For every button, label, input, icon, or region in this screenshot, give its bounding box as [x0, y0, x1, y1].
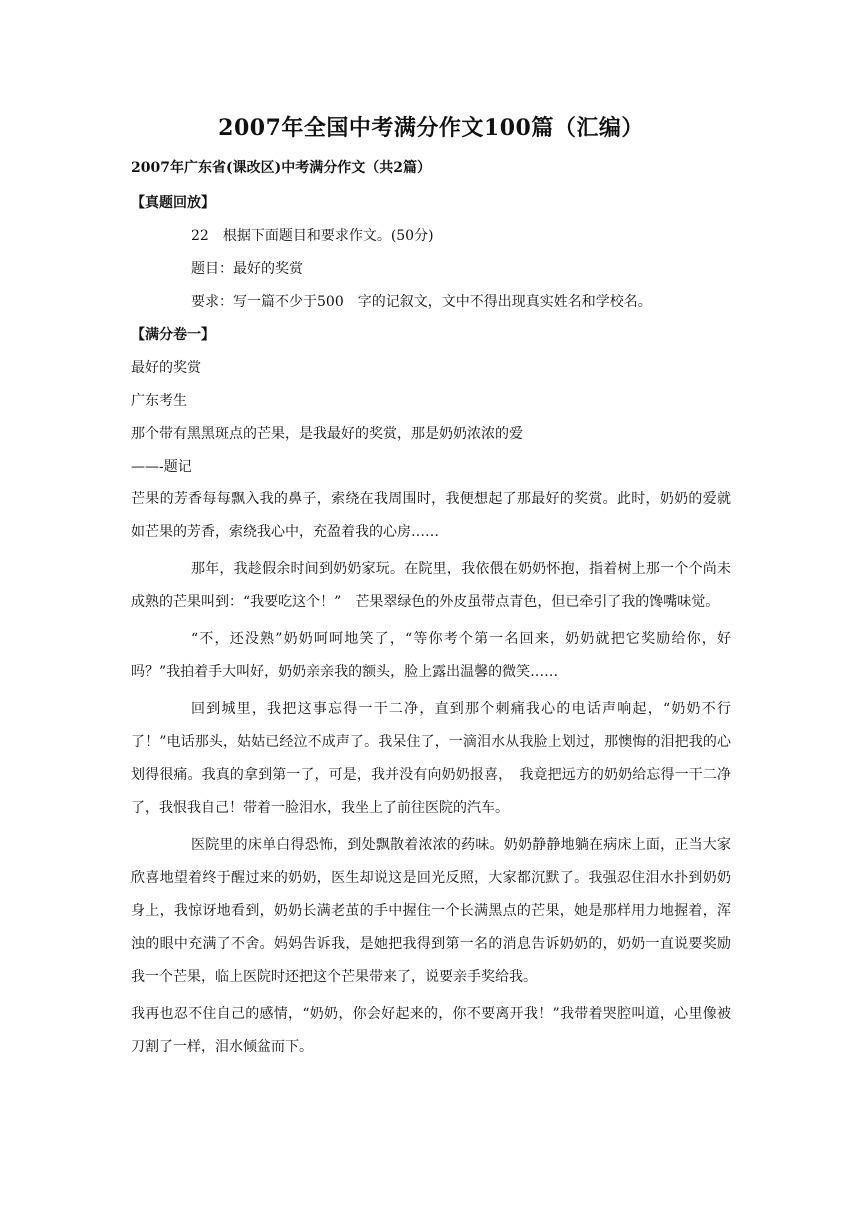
requirement-line: 要求：写一篇不少于500 字的记叙文，文中不得出现真实姓名和学校名。: [191, 294, 652, 310]
paragraph-4: 回到城里，我把这事忘得一干二净，直到那个刺痛我心的电话声响起，“奶奶不行了！”电话那头，姑姑已经泣不成声了。我呆住了，一滴泪水从我脸上划过，那懊悔的泪把我的心划得很痛。我真的拿到第一了，可是，我并没有向奶奶报喜， 我竟把远方的奶奶给忘得一干二净了，我恨我自己！带着一脸泪水，我坐上了前往医院的汽车。: [131, 701, 731, 816]
paragraph-3: “不，还没熟”奶奶呵呵地笑了，“等你考个第一名回来，奶奶就把它奖励给你，好吗？”我拍着手大叫好，奶奶亲亲我的额头，脸上露出温馨的微笑……: [131, 631, 731, 680]
essay-author: 广东考生: [131, 393, 187, 409]
paragraph-1: 芒果的芳香每每飘入我的鼻子，索绕在我周围时，我便想起了那最好的奖赏。此时，奶奶的爱就如芒果的芳香，索绕我心中，充盈着我的心房……: [131, 491, 731, 540]
essay-title: 最好的奖赏: [131, 360, 201, 376]
section-real-question: 【真题回放】: [131, 195, 215, 211]
paragraph-5: 医院里的床单白得恐怖，到处飘散着浓浓的药味。奶奶静静地躺在病床上面，正当大家欣喜地望着终于醒过来的奶奶，医生却说这是回光反照，大家都沉默了。我强忍住泪水扑到奶奶身上，我惊讶地看到，奶奶长满老茧的手中握住一个长满黑点的芒果，她是那样用力地握着，浑浊的眼中充满了不舍。妈妈告诉我，是她把我得到第一名的消息告诉奶奶的，奶奶一直说要奖励我一个芒果，临上医院时还把这个芒果带来了，说要亲手奖给我。: [131, 837, 731, 985]
document-page: [131, 110, 731, 1068]
paragraph-2: 那年，我趁假余时间到奶奶家玩。在院里，我依偎在奶奶怀抱，指着树上那一个个尚未成熟的芒果叫到：“我要吃这个！” 芒果翠绿色的外皮虽带点青色，但已牵引了我的馋嘴味觉。: [131, 561, 731, 610]
epigraph: 那个带有黑黑斑点的芒果，是我最好的奖赏，那是奶奶浓浓的爱: [131, 426, 523, 442]
document-subtitle: 2007年广东省(课改区)中考满分作文（共2篇）: [131, 160, 431, 176]
question-line: 22 根据下面题目和要求作文。(50分): [191, 228, 434, 244]
topic-line: 题目：最好的奖赏: [191, 261, 303, 277]
section-full-mark-1: 【满分卷一】: [131, 327, 215, 343]
document-title: 2007年全国中考满分作文100篇（汇编）: [218, 115, 644, 141]
paragraph-6: 我再也忍不住自己的感情，“奶奶，你会好起来的，你不要离开我！”我带着哭腔叫道，心里像被刀割了一样，泪水倾盆而下。: [131, 1006, 731, 1055]
epigraph-attribution: ——-题记: [131, 459, 192, 475]
